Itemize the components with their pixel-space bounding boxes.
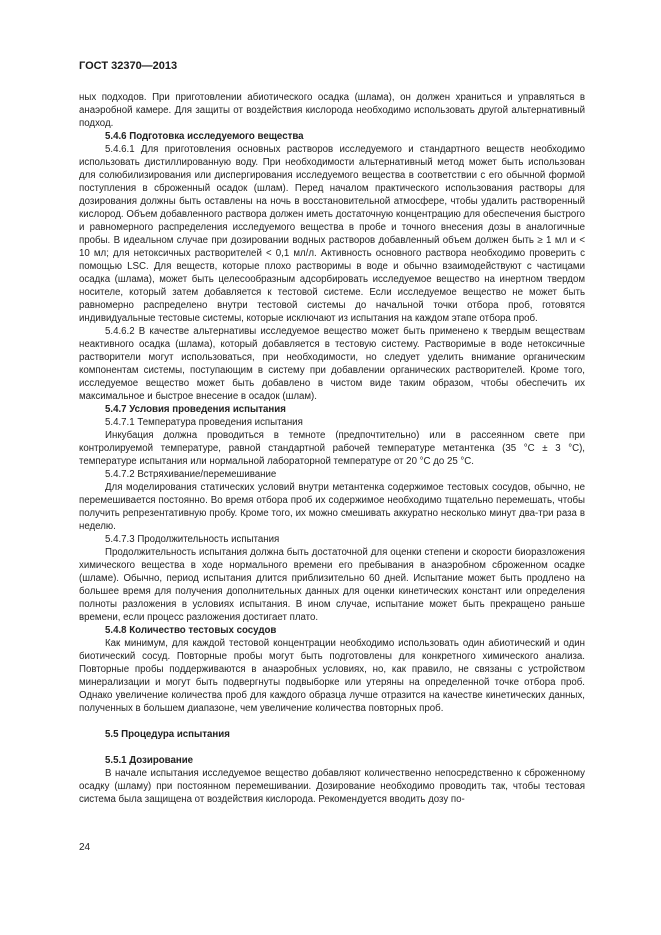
spacer [79, 741, 585, 754]
page-header: ГОСТ 32370—2013 [79, 60, 178, 72]
paragraph: 5.4.7.2 Встряхивание/перемешивание [105, 469, 277, 480]
section-heading: 5.4.6 Подготовка исследуемого вещества [105, 131, 304, 142]
paragraph: 5.4.6.2 В качестве альтернативы исследуемое вещество может быть применено к твердым веществам неактивного осадка (шлама), который добавляется в тестовую систему. Растворимые в воде нетоксичные растворители могут использоваться, при необходимости, но следует уделить внимание органическим компонентам системы, поступающим в систему при добавлении органических растворителей. Кроме того, исследуемое вещество может быть добавлено в чистом виде таким образом, чтобы обеспечить их максимальное и быстрое внесение в осадок (шлам). [79, 326, 585, 402]
paragraph: В начале испытания исследуемое вещество добавляют количественно непосредственно к сброженному осадку (шламу) при постоянном перемешивании. Дозирование необходимо проводить так, чтобы тестовая система была защищена от воздействия кислорода. Рекомендуется вводить дозу по- [79, 768, 585, 805]
section-heading: 5.4.7 Условия проведения испытания [105, 404, 286, 415]
spacer [79, 715, 585, 728]
section-heading: 5.4.8 Количество тестовых сосудов [105, 625, 277, 636]
paragraph: Инкубация должна проводиться в темноте (предпочтительно) или в рассеянном свете при контролируемой температуре, равной стандартной рабочей температуре метантенка (35 °С ± 3 °С), температуре испытания или нормальной лабораторной температуре от 20 °С до 25 °С. [79, 430, 585, 467]
paragraph: Как минимум, для каждой тестовой концентрации необходимо использовать один абиотический и один биотический сосуд. Повторные пробы могут быть подготовлены для конкретного химического анализа. Повторные пробы поддерживаются в анаэробных условиях, но, как правило, не связаны с устройством минерализации и могут быть подвергнуты подвыборке или утеряны на определенной точке отбора проб. Однако увеличение количества проб для каждого образца лучше отразится на качестве кинетических данных, полученных в большем диапазоне, чем увеличение количества повторных проб. [79, 638, 585, 714]
paragraph: 5.4.7.3 Продолжительность испытания [105, 534, 280, 545]
document-body [79, 91, 585, 806]
paragraph: Продолжительность испытания должна быть достаточной для оценки степени и скорости биоразложения химического вещества в ходе нормального времени его пребывания в анаэробном сброженном осадке (шламе). Обычно, период испытания длится приблизительно 60 дней. Испытание может быть продлено на большее время для получения дополнительных данных для оценки кинетических констант или определения полноты разложения в условиях испытания. В ином случае, испытание может быть прекращено раньше времени, если процесс разложения достигает плато. [79, 547, 585, 623]
page-number: 24 [79, 842, 91, 853]
section-heading: 5.5.1 Дозирование [105, 755, 194, 766]
section-heading: 5.5 Процедура испытания [105, 729, 230, 740]
paragraph: 5.4.7.1 Температура проведения испытания [105, 417, 303, 428]
paragraph: 5.4.6.1 Для приготовления основных растворов исследуемого и стандартного веществ необходимо использовать дистиллированную воду. При необходимости альтернативный метод может быть использован для солюбилизирования или диспергирования исследуемого вещества в соответствии с его обычной формой поступления в сброженный осадок (шлам). Перед началом практического использования растворы для дозирования должны быть оставлены на ночь в восстановительной атмосфере, чтобы удалить растворенный кислород. Объем добавленного раствора должен иметь достаточную концентрацию для обеспечения быстрого и равномерного распределения исследуемого вещества в пробе и точного внесения дозы в аналогичные пробы. В идеальном случае при дозировании водных растворов добавленный объем должен быть ≥ 1 мл и < 10 мл; для нетоксичных растворителей < 0,1 мл/л. Активность основного раствора необходимо проверить с помощью LSC. Для веществ, которые плохо растворимы в воде и обычно взаимодействуют с частицами осадка (шлама), может быть целесообразным адсорбировать исследуемое вещество на инертном твердом носителе, который затем добавляется к тестовой системе. Если исследуемое вещество не может быть равномерно распределено внутри тестовой системы до начальной точки отбора проб, готовятся индивидуальные тестовые системы, которые исключают из испытания на каждом этапе отбора проб. [79, 144, 585, 324]
paragraph: ных подходов. При приготовлении абиотического осадка (шлама), он должен храниться и управляться в анаэробной камере. Для защиты от воздействия кислорода необходимо использовать другой альтернативный подход. [79, 92, 585, 129]
paragraph: Для моделирования статических условий внутри метантенка содержимое тестовых сосудов, обычно, не перемешивается постоянно. Во время отбора проб их содержимое необходимо тщательно перемешать, чтобы получить репрезентативную пробу. Кроме того, их можно смешивать аккуратно несколько минут два-три раза в неделю. [79, 482, 585, 532]
